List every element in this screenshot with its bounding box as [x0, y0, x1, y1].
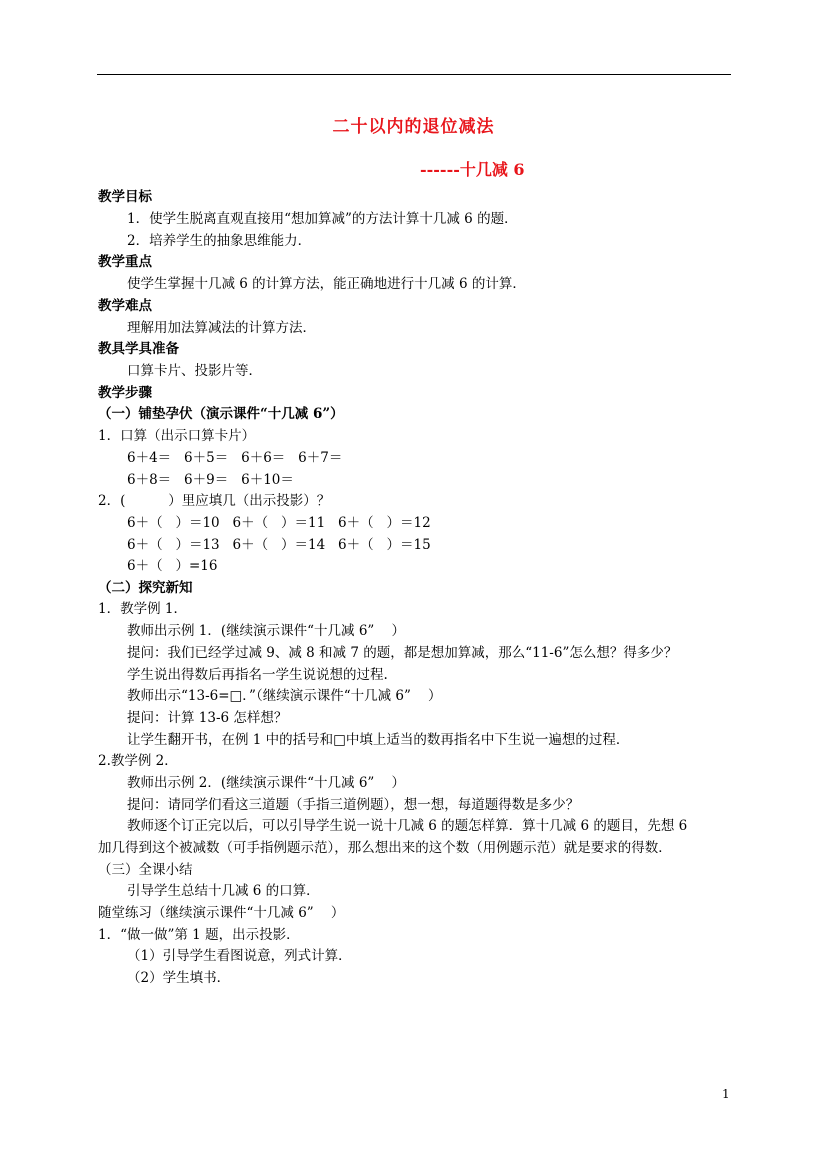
- example-2-correction-cont: 加几得到这个被减数（可手指例题示范），那么想出来的这个数（用例题示范）就是要求的得数．: [98, 840, 672, 856]
- blank-row-1: 6＋（ ）＝10 6＋（ ）＝11 6＋（ ）＝12: [127, 515, 431, 531]
- equation-row-2: 6＋8＝ 6＋9＝ 6＋10＝: [127, 472, 294, 488]
- heading-materials: 教具学具准备: [98, 341, 179, 357]
- example-1-show-2: 教师出示“13-6=□．”（继续演示课件“十几减 6” ）: [127, 688, 442, 704]
- objective-1: 1．使学生脱离直观直接用“想加算减”的方法计算十几减 6 的题．: [127, 211, 518, 227]
- heading-objectives: 教学目标: [98, 189, 152, 205]
- heading-key-points: 教学重点: [98, 254, 152, 270]
- example-1-book: 让学生翻开书，在例 1 中的括号和□中填上适当的数再指名中下生说一遍想的过程．: [127, 732, 630, 748]
- practice-step-2: （2）学生填书．: [127, 970, 231, 986]
- heading-steps: 教学步骤: [98, 385, 152, 401]
- blank-row-2: 6＋（ ）＝13 6＋（ ）＝14 6＋（ ）＝15: [127, 537, 431, 553]
- example-1-show: 教师出示例 1．(继续演示课件“十几减 6” ）: [127, 623, 405, 639]
- heading-difficulty: 教学难点: [98, 298, 152, 314]
- example-2-show: 教师出示例 2．(继续演示课件“十几减 6” ）: [127, 775, 405, 791]
- example-2-heading: 2.教学例 2．: [98, 753, 178, 769]
- document-subtitle: ------十几减 6: [420, 160, 525, 179]
- item-mental-math: 1．口算（出示口算卡片）: [98, 428, 256, 444]
- example-1-question: 提问：我们已经学过减 9、减 8 和减 7 的题，都是想加算减，那么“11-6”怎么想？得多少？: [127, 645, 678, 661]
- objective-2: 2．培养学生的抽象思维能力．: [127, 233, 312, 249]
- key-point-text: 使学生掌握十几减 6 的计算方法，能正确地进行十几减 6 的计算．: [127, 276, 526, 292]
- example-1-heading: 1．教学例 1．: [98, 601, 187, 617]
- blank-row-3: 6＋（ ）=16: [127, 558, 218, 574]
- example-2-question: 提问：请同学们看这三道题（手指三道例题），想一想，每道题得数是多少？: [127, 797, 580, 813]
- example-1-question-2: 提问：计算 13-6 怎样想？: [127, 710, 288, 726]
- practice-heading: 随堂练习（继续演示课件“十几减 6” ）: [98, 905, 345, 921]
- practice-step-1: （1）引导学生看图说意，列式计算．: [127, 948, 352, 964]
- section-2-heading: （二）探究新知: [98, 580, 193, 596]
- materials-text: 口算卡片、投影片等．: [127, 363, 262, 379]
- example-2-correction: 教师逐个订正完以后，可以引导学生说一说十几减 6 的题怎样算．算十几减 6 的题目，先想 6: [127, 818, 688, 834]
- section-3-heading: （三）全课小结: [98, 862, 193, 878]
- section-1-heading: （一）铺垫孕伏（演示课件“十几减 6”）: [98, 406, 344, 422]
- practice-item-1: 1．“做一做”第 1 题，出示投影．: [98, 927, 300, 943]
- page-number: 1: [722, 1087, 730, 1101]
- item-fill-blank: 2．( ）里应填几（出示投影）？: [98, 493, 331, 509]
- difficulty-text: 理解用加法算减法的计算方法．: [127, 320, 316, 336]
- header-rule: [97, 74, 731, 75]
- summary-text: 引导学生总结十几减 6 的口算．: [127, 883, 320, 899]
- example-1-student: 学生说出得数后再指名一学生说说想的过程.: [127, 667, 388, 683]
- equation-row-1: 6＋4＝ 6＋5＝ 6＋6＝ 6＋7＝: [127, 450, 343, 466]
- document-title: 二十以内的退位减法: [332, 117, 495, 137]
